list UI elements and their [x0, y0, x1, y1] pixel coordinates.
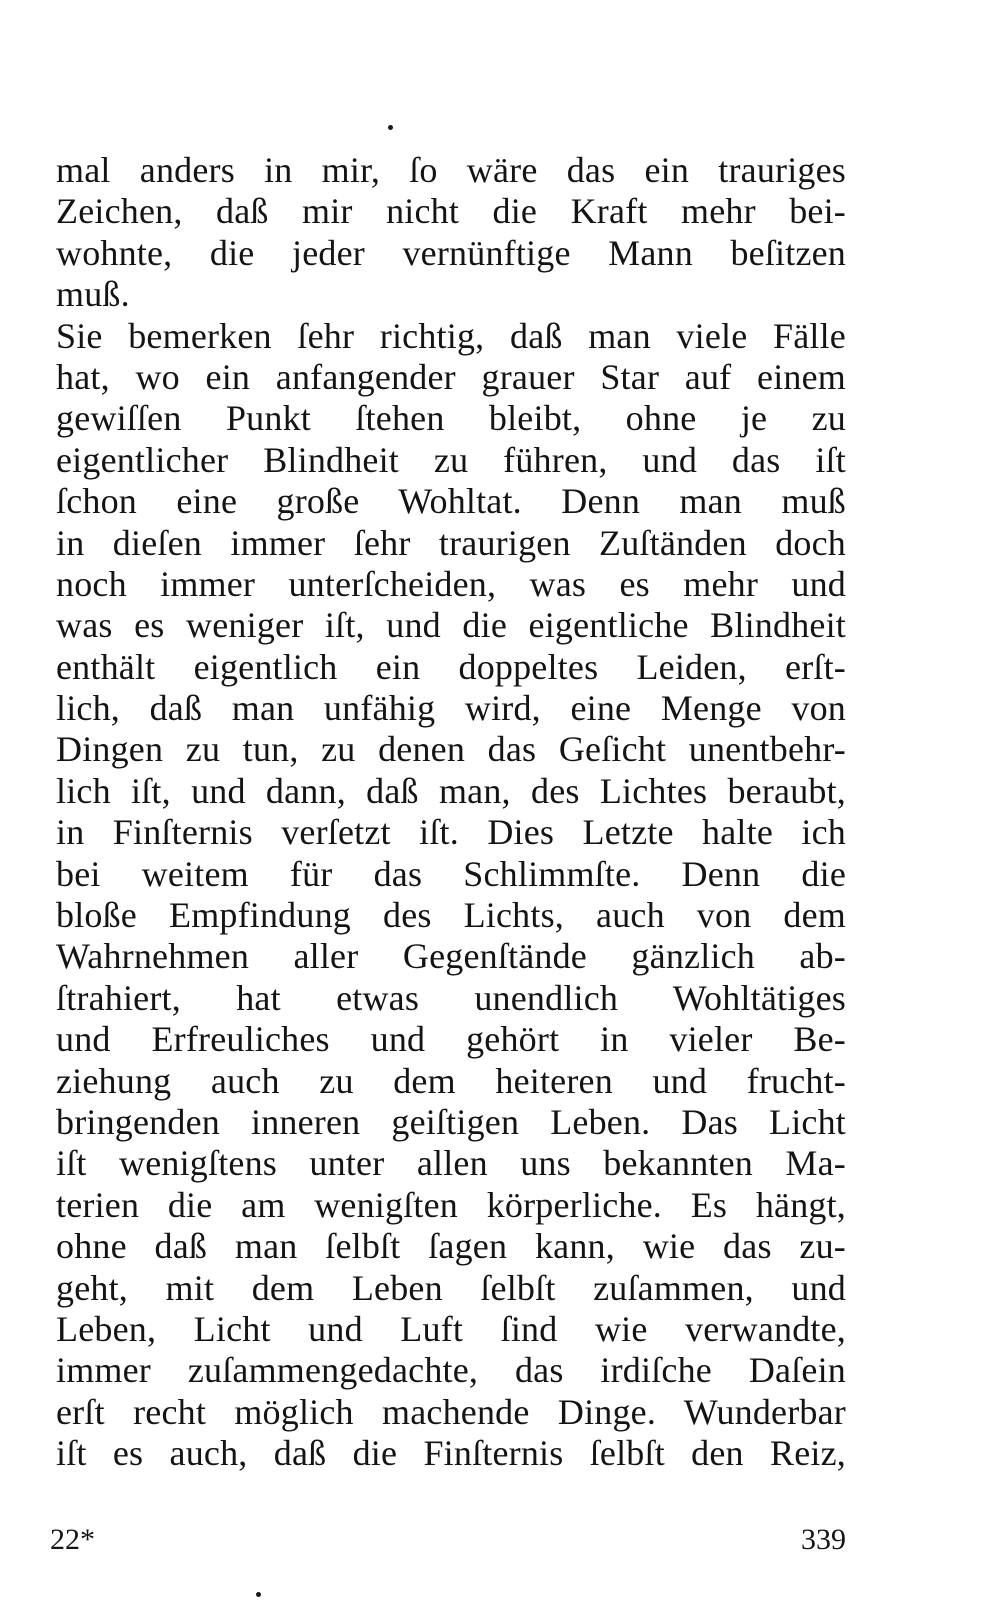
- top-dot-mark: [388, 125, 393, 130]
- text-line: erſt recht möglich machende Dinge. Wunderbar: [56, 1391, 846, 1432]
- text-line: in dieſen immer ſehr traurigen Zuſtänden doch: [56, 522, 846, 563]
- page-number: 339: [801, 1523, 846, 1556]
- text-line: was es weniger iſt, und die eigentliche Blindheit: [56, 605, 846, 646]
- page-footer: [50, 1520, 846, 1560]
- text-line: mal anders in mir, ſo wäre das ein trauriges: [56, 150, 846, 190]
- text-line: ziehung auch zu dem heiteren und frucht-: [56, 1060, 846, 1101]
- text-line: enthält eigentlich ein doppeltes Leiden, erſt-: [56, 646, 846, 687]
- text-line: immer zuſammengedachte, das irdiſche Daſein: [56, 1350, 846, 1391]
- text-line: und Erfreuliches und gehört in vieler Be-: [56, 1019, 846, 1060]
- text-line: Leben, Licht und Luft ſind wie verwandte,: [56, 1308, 846, 1349]
- text-line: iſt wenigſtens unter allen uns bekannten Ma-: [56, 1143, 846, 1184]
- text-line: bringenden inneren geiſtigen Leben. Das Licht: [56, 1101, 846, 1142]
- text-line: lich iſt, und dann, daß man, des Lichtes beraubt,: [56, 770, 846, 811]
- text-line: Dingen zu tun, zu denen das Geſicht unentbehr-: [56, 729, 846, 770]
- text-line: Sie bemerken ſehr richtig, daß man viele Fälle: [56, 315, 846, 356]
- text-line: ſtrahiert, hat etwas unendlich Wohltätiges: [56, 977, 846, 1018]
- text-line: noch immer unterſcheiden, was es mehr und: [56, 563, 846, 604]
- text-line: geht, mit dem Leben ſelbſt zuſammen, und: [56, 1267, 846, 1308]
- text-line: Zeichen, daß mir nicht die Kraft mehr bei-: [56, 191, 846, 232]
- text-line: gewiſſen Punkt ſtehen bleibt, ohne je zu: [56, 398, 846, 439]
- text-line: ohne daß man ſelbſt ſagen kann, wie das zu-: [56, 1226, 846, 1267]
- text-line: muß.: [56, 274, 130, 315]
- text-line: in Finſternis verſetzt iſt. Dies Letzte halte ich: [56, 812, 846, 853]
- bottom-dot-mark: [256, 1592, 261, 1597]
- text-line: iſt es auch, daß die Finſternis ſelbſt den Reiz,: [56, 1433, 846, 1474]
- text-line: hat, wo ein anfangender grauer Star auf einem: [56, 356, 846, 397]
- text-line: bloße Empfindung des Lichts, auch von dem: [56, 895, 846, 936]
- text-line: eigentlicher Blindheit zu führen, und das iſt: [56, 439, 846, 480]
- text-line: Wahrnehmen aller Gegenſtände gänzlich ab-: [56, 936, 846, 977]
- text-line: ſchon eine große Wohltat. Denn man muß: [56, 481, 846, 522]
- printer-signature: 22*: [50, 1523, 95, 1556]
- text-line: bei weitem für das Schlimmſte. Denn die: [56, 853, 846, 894]
- text-line: lich, daß man unfähig wird, eine Menge von: [56, 688, 846, 729]
- text-line: terien die am wenigſten körperliche. Es hängt,: [56, 1184, 846, 1225]
- body-text: [56, 150, 846, 1475]
- text-line: wohnte, die jeder vernünftige Mann beſitzen: [56, 232, 846, 273]
